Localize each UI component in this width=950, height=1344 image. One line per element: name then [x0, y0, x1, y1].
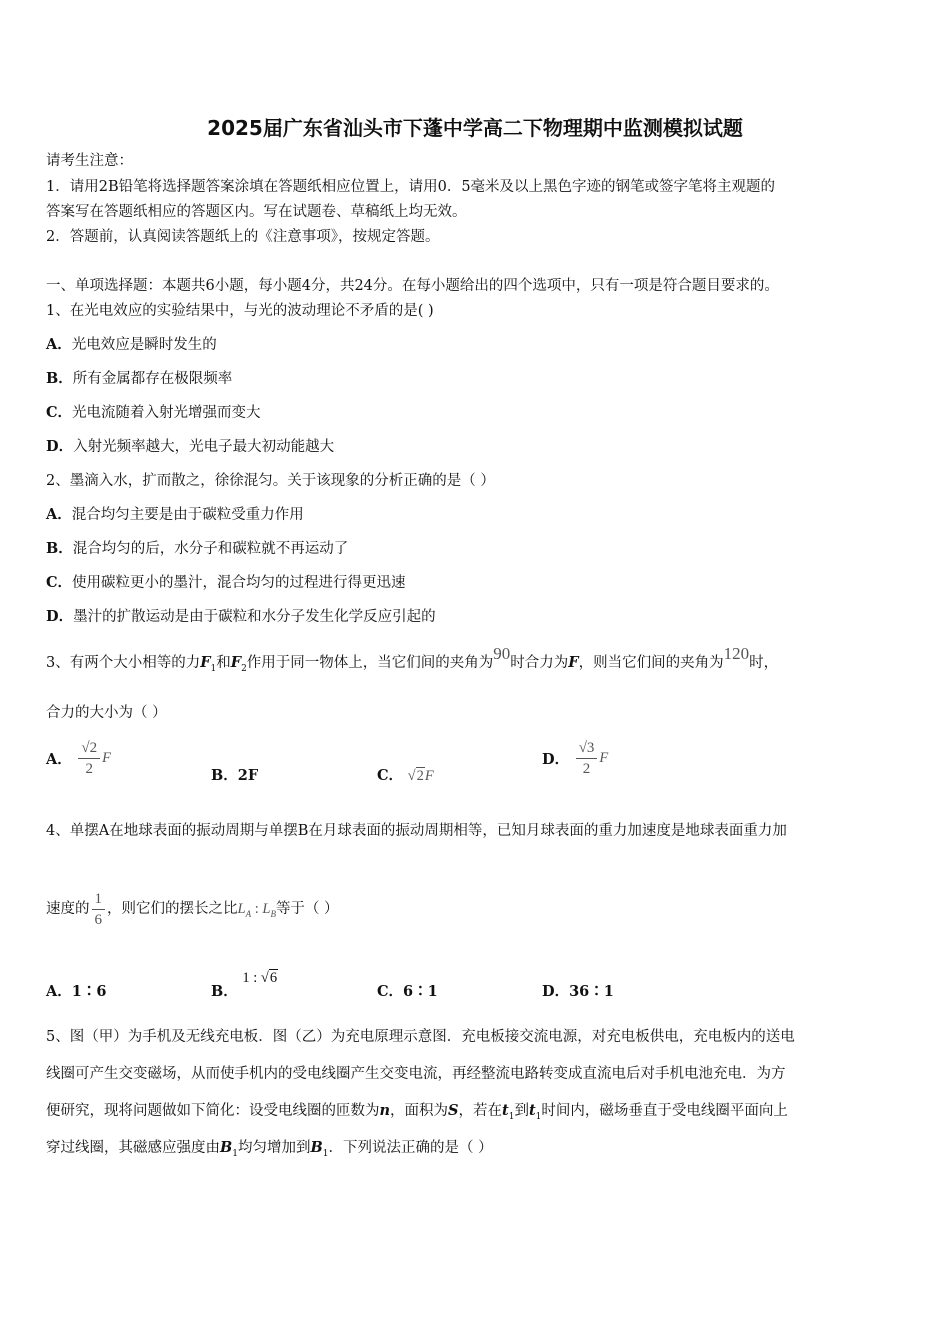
radicand: 6	[269, 970, 278, 986]
option-text: 混合均匀的后，水分子和碳粒就不再运动了	[72, 541, 349, 557]
option-text: 入射光频率越大，光电子最大初动能越大	[73, 439, 335, 455]
question-1-stem: 1、在光电效应的实验结果中，与光的波动理论不矛盾的是( )	[46, 303, 434, 319]
angle-value: 90	[493, 644, 511, 663]
question-5-line4	[46, 1138, 493, 1164]
notice-line: 1．请用2B铅笔将选择题答案涂填在答题纸相应位置上，请用0．5毫米及以上黑色字迹的钢笔或签字笔将主观题的	[46, 179, 776, 195]
option-label: B．	[211, 983, 238, 1000]
math-var: F	[230, 654, 242, 671]
option-label: D．	[46, 438, 74, 455]
math-var: B	[220, 1139, 233, 1156]
option-text: 墨汁的扩散运动是由于碳粒和水分子发生化学反应引起的	[73, 609, 436, 625]
denominator: 2	[85, 761, 93, 777]
option-label: B．	[211, 767, 238, 784]
text: ，则它们的摆长之比	[107, 901, 238, 917]
q1-option-a	[46, 335, 217, 355]
math-var: n	[379, 1102, 391, 1119]
text: 便研究，现将问题做如下简化：设受电线圈的匝数为	[46, 1103, 380, 1119]
q4-option-d	[542, 980, 614, 1001]
ratio-expression	[242, 970, 278, 986]
text: ，则当它们间的夹角为	[578, 655, 724, 671]
option-text: 所有金属都存在极限频率	[72, 371, 233, 387]
math-var: L	[262, 901, 271, 917]
math-var: F	[568, 654, 579, 671]
text: 到	[514, 1103, 529, 1119]
option-text: 光电流随着入射光增强而变大	[72, 405, 261, 421]
fraction	[92, 889, 106, 930]
text: 时间内，磁场垂直于受电线圈平面向上	[541, 1103, 788, 1119]
subscript: A	[245, 908, 252, 919]
numerator: √3	[576, 738, 598, 759]
text: ，面积为	[390, 1103, 449, 1119]
q1-option-b	[46, 369, 232, 389]
question-5-line1: 5、图（甲）为手机及无线充电板．图（乙）为充电原理示意图．充电板接交流电源，对充电板供电，充电板内的送电	[46, 1029, 795, 1045]
text: 3、有两个大小相等的力	[46, 655, 201, 671]
option-text: 36∶1	[569, 983, 614, 1000]
math-var: S	[448, 1102, 459, 1119]
q4-option-a	[46, 980, 106, 1001]
option-label: C．	[377, 767, 404, 784]
option-label: A．	[46, 751, 72, 768]
subscript: 1	[210, 663, 217, 674]
question-2-stem: 2、墨滴入水，扩而散之，徐徐混匀。关于该现象的分析正确的是（ ）	[46, 473, 495, 489]
section-heading: 一、单项选择题：本题共6小题，每小题4分，共24分。在每小题给出的四个选项中，只有一项是符合题目要求的。	[46, 278, 779, 294]
text: 穿过线圈，其磁感应强度由	[46, 1140, 220, 1156]
q4-option-c	[377, 980, 438, 1001]
option-text: 混合均匀主要是由于碳粒受重力作用	[71, 507, 304, 523]
q1-option-d	[46, 437, 334, 457]
option-label: A．	[46, 506, 72, 523]
notice-line: 答案写在答题纸相应的答题区内。写在试题卷、草稿纸上均无效。	[46, 204, 467, 220]
option-text: 2F	[237, 767, 259, 784]
q3-option-b	[211, 764, 258, 785]
q4-option-b	[211, 970, 278, 1001]
subscript: 1	[322, 1148, 329, 1159]
math-var: F	[200, 654, 211, 671]
subscript: 1	[232, 1148, 238, 1159]
option-label: A．	[46, 983, 72, 1000]
q3-options-row	[0, 738, 950, 790]
question-3-stem	[46, 644, 779, 679]
denominator: 2	[582, 761, 591, 777]
q3-option-a	[46, 738, 111, 779]
option-label: B．	[46, 370, 73, 387]
text: 速度的	[46, 901, 90, 917]
option-text: 1∶6	[71, 983, 107, 1000]
sqrt-expression: √2	[407, 768, 424, 784]
option-label: C．	[46, 404, 73, 421]
text: ．下列说法正确的是（ ）	[328, 1140, 493, 1156]
sqrt-expression: √6	[260, 970, 278, 986]
q3-option-c	[377, 764, 434, 785]
math-var: F	[102, 750, 111, 766]
numerator: √2	[78, 738, 100, 759]
question-5-line3	[46, 1101, 788, 1127]
notice-line: 2．答题前，认真阅读答题纸上的《注意事项》，按规定答题。	[46, 229, 440, 245]
text: 时，	[749, 655, 779, 671]
text: 均匀增加到	[238, 1140, 311, 1156]
question-4-line1: 4、单摆A在地球表面的振动周期与单摆B在月球表面的振动周期相等，已知月球表面的重力加速度是地球表面重力加	[46, 823, 787, 839]
page-title: 2025届广东省汕头市下蓬中学高二下物理期中监测模拟试题	[207, 116, 743, 140]
numerator: 1	[92, 889, 106, 910]
option-text: 使用碳粒更小的墨汁，混合均匀的过程进行得更迅速	[72, 575, 406, 591]
subscript: B	[270, 908, 276, 919]
option-label: A．	[46, 336, 72, 353]
q1-option-c	[46, 403, 261, 423]
option-label: D．	[46, 608, 74, 625]
text: ，若在	[458, 1103, 503, 1119]
option-text: 光电效应是瞬时发生的	[71, 337, 217, 353]
subscript: 1	[508, 1111, 515, 1122]
text: 作用于同一物体上，当它们间的夹角为	[246, 655, 494, 671]
q3-option-d	[542, 738, 608, 779]
q4-options-row	[0, 966, 950, 1006]
subscript: 1	[535, 1111, 542, 1122]
math-var: t	[502, 1102, 509, 1119]
ratio-colon: :	[251, 901, 263, 917]
q2-option-a	[46, 505, 304, 525]
math-var: F	[424, 768, 434, 784]
math-var: t	[528, 1102, 536, 1119]
ratio-prefix: 1 :	[242, 970, 261, 986]
notice-heading: 请考生注意：	[46, 153, 133, 169]
option-label: D．	[542, 751, 570, 768]
subscript: 2	[241, 663, 247, 674]
option-label: D．	[542, 983, 570, 1000]
text: 等于（ ）	[275, 901, 339, 917]
math-var: L	[237, 901, 246, 917]
q2-option-d	[46, 607, 436, 627]
math-var: B	[310, 1139, 323, 1156]
option-label: C．	[377, 983, 404, 1000]
text: 和	[216, 655, 231, 671]
denominator: 6	[94, 911, 102, 928]
option-text: 6∶1	[403, 983, 438, 1000]
q2-option-b	[46, 539, 348, 559]
q2-option-c	[46, 573, 406, 593]
text: 时合力为	[510, 655, 569, 671]
fraction	[576, 738, 598, 779]
radicand: 2	[416, 768, 424, 784]
math-var: F	[599, 750, 609, 766]
question-5-line2: 线圈可产生交变磁场，从而使手机内的受电线圈产生交变电流，再经整流电路转变成直流电后对手机电池充电．为方	[46, 1066, 786, 1082]
angle-value: 120	[723, 644, 750, 663]
option-label: B．	[46, 540, 73, 557]
fraction	[78, 738, 100, 779]
question-3-line2: 合力的大小为（ ）	[46, 705, 167, 721]
question-4-line2	[46, 883, 339, 935]
option-label: C．	[46, 574, 73, 591]
